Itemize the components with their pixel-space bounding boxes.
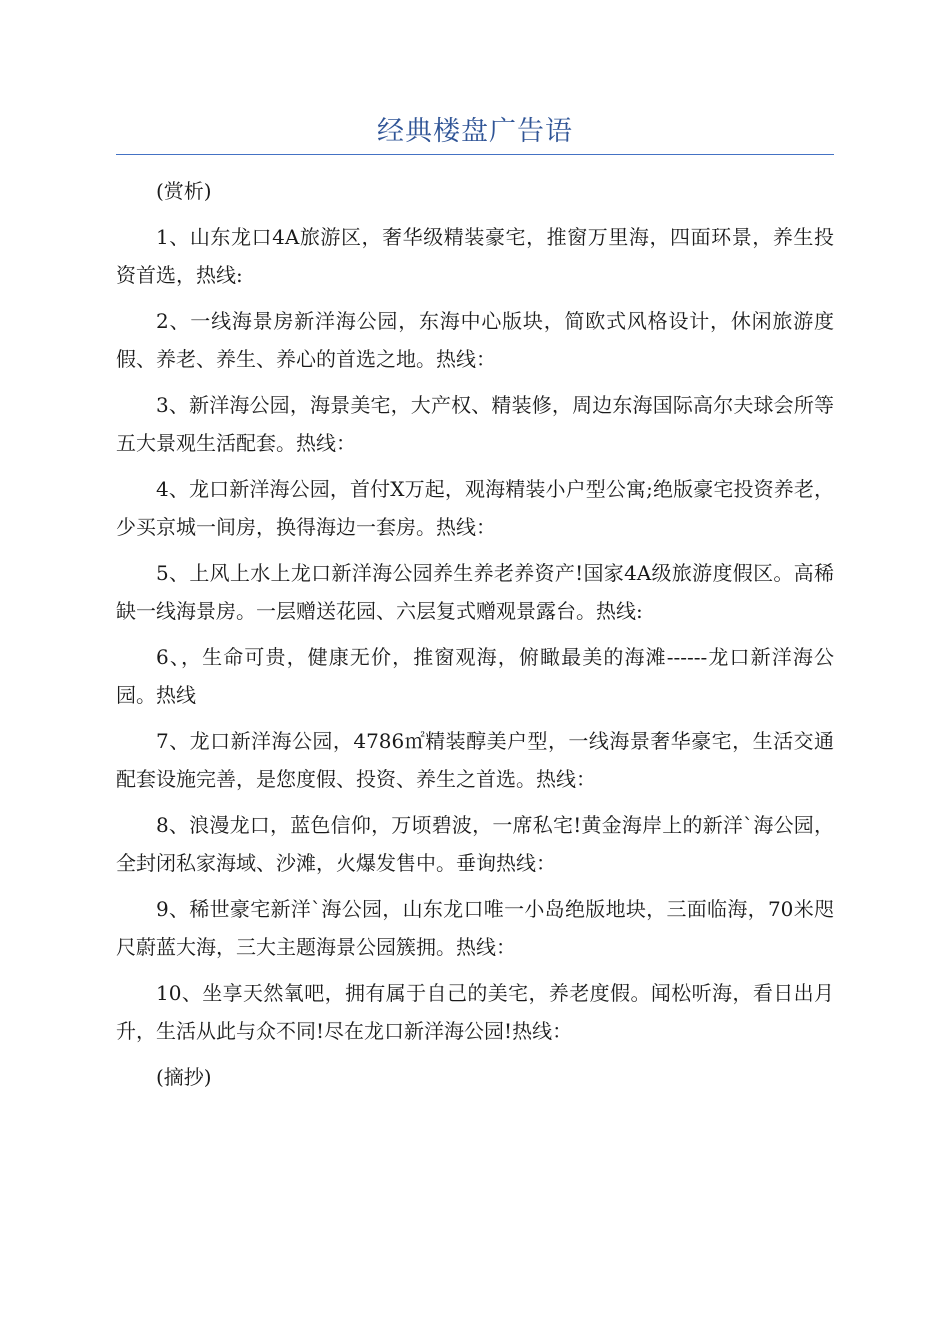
paragraph-10: 10、坐享天然氧吧，拥有属于自己的美宅，养老度假。闻松听海，看日出月升，生活从此与众不同!尽在龙口新洋海公园!热线： bbox=[116, 981, 834, 1043]
paragraph-1: 1、山东龙口4A旅游区，奢华级精装豪宅，推窗万里海，四面环景，养生投资首选，热线: bbox=[116, 225, 834, 287]
document-body bbox=[116, 172, 834, 1104]
paragraph-8: 8、浪漫龙口，蓝色信仰，万顷碧波，一席私宅!黄金海岸上的新洋`海公园，全封闭私家海域、沙滩，火爆发售中。垂询热线： bbox=[116, 813, 834, 875]
paragraph-3: 3、新洋海公园，海景美宅，大产权、精装修，周边东海国际高尔夫球会所等五大景观生活配套。热线： bbox=[116, 393, 834, 455]
paragraph-7: 7、龙口新洋海公园，4786㎡精装醇美户型，一线海景奢华豪宅，生活交通配套设施完善，是您度假、投资、养生之首选。热线： bbox=[116, 729, 834, 791]
title-underline bbox=[116, 154, 834, 155]
section-heading-excerpt: (摘抄) bbox=[156, 1065, 212, 1089]
document-title: 经典楼盘广告语 bbox=[377, 116, 573, 147]
paragraph-5: 5、上风上水上龙口新洋海公园养生养老养资产!国家4A级旅游度假区。高稀缺一线海景房。一层赠送花园、六层复式赠观景露台。热线: bbox=[116, 561, 834, 623]
section-heading-appreciation: (赏析) bbox=[156, 179, 212, 203]
paragraph-2: 2、一线海景房新洋海公园，东海中心版块，简欧式风格设计，休闲旅游度假、养老、养生、养心的首选之地。热线： bbox=[116, 309, 834, 371]
paragraph-4: 4、龙口新洋海公园，首付X万起，观海精装小户型公寓;绝版豪宅投资养老，少买京城一间房，换得海边一套房。热线： bbox=[116, 477, 834, 539]
paragraph-9: 9、稀世豪宅新洋`海公园，山东龙口唯一小岛绝版地块，三面临海，70米咫尺蔚蓝大海，三大主题海景公园簇拥。热线： bbox=[116, 897, 834, 959]
paragraph-6: 6、，生命可贵，健康无价，推窗观海，俯瞰最美的海滩------龙口新洋海公园。热线 bbox=[116, 645, 834, 707]
